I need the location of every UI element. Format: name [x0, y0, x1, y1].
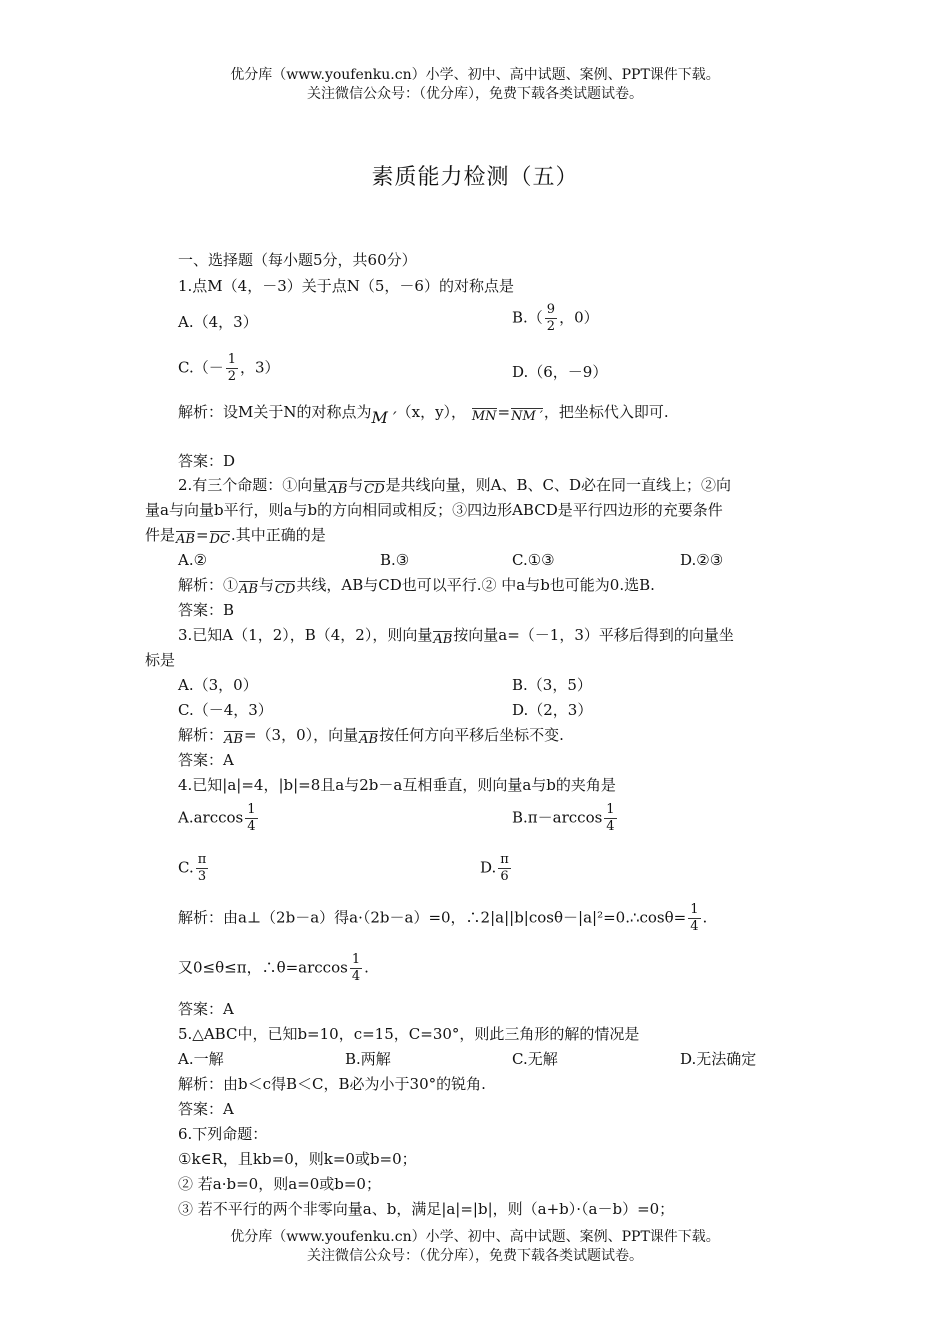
q2-exp-vector-1: AB: [239, 582, 258, 597]
q4-exp2-post: .: [364, 958, 369, 977]
q3-line-1: [178, 625, 734, 646]
q4-exp1-post: .: [702, 908, 708, 927]
q2-option-a: A.②: [178, 551, 208, 569]
q2-line-3: [145, 525, 326, 546]
q3-answer: 答案：A: [178, 751, 234, 769]
footer-line-1: 优分库（www.youfenku.cn）小学、初中、高中试题、案例、PPT课件下载。: [230, 1229, 720, 1245]
q2-l3-eq: =: [195, 526, 209, 544]
q2-explanation: [178, 575, 655, 596]
q1-c-post: ，3）: [240, 358, 280, 377]
q1-stem: 1.点M（4，－3）关于点N（5，－6）的对称点是: [178, 277, 514, 295]
q1-b-den: 2: [546, 319, 556, 334]
q3-l1-pre: 3.已知A（1，2），B（4，2），则向量: [178, 626, 433, 644]
q3-option-a: A.（3，0）: [178, 676, 258, 694]
q1-option-a: A.（4，3）: [178, 313, 258, 331]
q1-exp-eq: =: [497, 403, 511, 421]
q4-b-num: 1: [606, 802, 615, 817]
q4-d-num: π: [500, 852, 509, 867]
q4-c-den: 3: [197, 869, 207, 884]
q4-exp1-fraction: [688, 902, 700, 935]
q2-exp-pre: 解析：①: [178, 576, 239, 594]
header-line-2: 关注微信公众号：（优分库），免费下载各类试题试卷。: [307, 86, 643, 102]
q2-option-b: B.③: [380, 551, 410, 569]
q2-l3-vector-2: DC: [209, 532, 230, 547]
q1-option-b: [512, 302, 599, 335]
q1-b-fraction: [545, 302, 557, 335]
q1-exp-post: ，把坐标代入即可.: [543, 403, 669, 421]
q2-l1-post: 是共线向量，则A、B、C、D必在同一直线上；②向: [385, 476, 732, 494]
q4-b-fraction: [604, 802, 616, 835]
q1-c-fraction: [226, 352, 238, 385]
q4-c-num: π: [197, 852, 207, 867]
q3-l1-post: 按向量a=（－1，3）平移后得到的向量坐: [453, 626, 734, 644]
q4-option-b: [512, 802, 619, 835]
q2-option-d: D.②③: [680, 551, 724, 569]
q2-answer: 答案：B: [178, 601, 235, 619]
q1-answer: 答案：D: [178, 452, 236, 470]
q2-l1-pre: 2.有三个命题：①向量: [178, 476, 328, 494]
q3-exp-mid: =（3，0），向量: [243, 726, 359, 744]
q6-stem: 6.下列命题：: [178, 1125, 268, 1143]
q5-option-b: B.两解: [345, 1050, 391, 1068]
q4-c-fraction: [196, 852, 209, 885]
q4-option-d: [480, 852, 513, 885]
q2-l1-mid: 与: [348, 476, 364, 494]
q3-line-2: 标是: [145, 651, 176, 669]
q6-proposition-3: ③ 若不平行的两个非零向量a、b，满足|a|=|b|，则（a+b）·（a－b）=0；: [178, 1200, 675, 1218]
q4-exp2-pre: 又0≤θ≤π，∴θ=arccos: [178, 958, 348, 977]
q2-option-c: C.①③: [512, 551, 555, 569]
q4-explanation-2: [178, 952, 369, 985]
q4-d-den: 6: [500, 869, 509, 884]
q4-b-pre: B.π－arccos: [512, 808, 603, 827]
q3-exp-pre: 解析：: [178, 726, 224, 744]
q1-exp-pre: 解析：设M关于N的对称点为: [178, 403, 372, 421]
q3-option-b: B.（3，5）: [512, 676, 592, 694]
section-heading: 一、选择题（每小题5分，共60分）: [178, 251, 417, 269]
q1-option-c: [178, 352, 280, 385]
q4-answer: 答案：A: [178, 1000, 234, 1018]
q2-exp-post: 共线，AB与CD也可以平行.② 中a与b也可能为0.选B.: [296, 576, 655, 594]
q4-d-fraction: [498, 852, 511, 885]
q2-exp-mid: 与: [258, 576, 274, 594]
q1-b-post: ，0）: [559, 308, 599, 327]
q1-exp-point: M ′: [371, 408, 397, 427]
q1-option-d: D.（6，－9）: [512, 363, 608, 381]
q4-exp2-den: 4: [351, 969, 361, 984]
q4-exp2-num: 1: [351, 952, 361, 967]
q3-exp-vector-1: AB: [224, 732, 243, 747]
page-footer: [0, 1228, 950, 1266]
q4-exp1-den: 4: [690, 919, 699, 934]
page-title: 素质能力检测（五）: [371, 165, 579, 190]
q6-proposition-1: ①k∈R，且kb=0，则k=0或b=0；: [178, 1150, 417, 1168]
q4-explanation-1: [178, 902, 707, 935]
page-header: [0, 66, 950, 104]
q2-l3-post: .其中正确的是: [230, 526, 326, 544]
q2-l1-vector-2: CD: [364, 482, 385, 497]
q1-exp-vector-1: MN: [471, 409, 497, 424]
q3-option-d: D.（2，3）: [512, 701, 593, 719]
q4-c-pre: C.: [178, 858, 194, 877]
q3-explanation: [178, 725, 564, 746]
header-line-1: 优分库（www.youfenku.cn）小学、初中、高中试题、案例、PPT课件下载。: [230, 67, 720, 83]
q3-option-c: C.（－4，3）: [178, 701, 273, 719]
q5-option-a: A.一解: [178, 1050, 224, 1068]
q5-option-c: C.无解: [512, 1050, 558, 1068]
q6-proposition-2: ② 若a·b=0，则a=0或b=0；: [178, 1175, 381, 1193]
q3-l1-vector: AB: [433, 632, 453, 647]
q3-exp-post: 按任何方向平移后坐标不变.: [379, 726, 564, 744]
q4-a-num: 1: [247, 802, 256, 817]
q1-b-num: 9: [546, 302, 556, 317]
q4-b-den: 4: [606, 819, 615, 834]
q2-l3-vector-1: AB: [176, 532, 195, 547]
q4-a-den: 4: [247, 819, 256, 834]
q5-explanation: 解析：由b＜c得B＜C，B必为小于30°的锐角.: [178, 1075, 486, 1093]
q3-exp-vector-2: AB: [359, 732, 379, 747]
q4-option-a: [178, 802, 260, 835]
q1-explanation: [178, 402, 669, 428]
q1-b-pre: B.（: [512, 308, 543, 327]
q4-a-fraction: [245, 802, 257, 835]
q1-c-num: 1: [227, 352, 236, 367]
q2-line-2: 量a与向量b平行，则a与b的方向相同或相反；③四边形ABCD是平行四边形的充要条件: [145, 501, 723, 519]
q2-l1-vector-1: AB: [328, 482, 348, 497]
q4-stem: 4.已知|a|=4，|b|=8且a与2b－a互相垂直，则向量a与b的夹角是: [178, 776, 616, 794]
q5-answer: 答案：A: [178, 1100, 234, 1118]
q2-exp-vector-2: CD: [274, 582, 296, 597]
q4-exp1-num: 1: [690, 902, 699, 917]
q4-a-pre: A.arccos: [178, 808, 244, 827]
q1-exp-mid: （x，y），: [396, 403, 467, 421]
q4-d-pre: D.: [480, 858, 497, 877]
q1-c-pre: C.（－: [178, 358, 224, 377]
q4-exp2-fraction: [350, 952, 362, 985]
footer-line-2: 关注微信公众号：（优分库），免费下载各类试题试卷。: [307, 1248, 643, 1264]
q4-option-c: [178, 852, 210, 885]
q4-exp1-pre: 解析：由a⊥（2b－a）得a·（2b－a）=0，∴2|a||b|cosθ－|a|²=0.∴cosθ=: [178, 908, 687, 927]
q2-line-1: [178, 475, 731, 496]
q5-stem: 5.△ABC中，已知b=10，c=15，C=30°，则此三角形的解的情况是: [178, 1025, 640, 1043]
q5-option-d: D.无法确定: [680, 1050, 757, 1068]
q2-l3-pre: 件是: [145, 526, 176, 544]
q1-exp-vector-2: NM ′: [511, 409, 543, 424]
q1-c-den: 2: [227, 369, 236, 384]
